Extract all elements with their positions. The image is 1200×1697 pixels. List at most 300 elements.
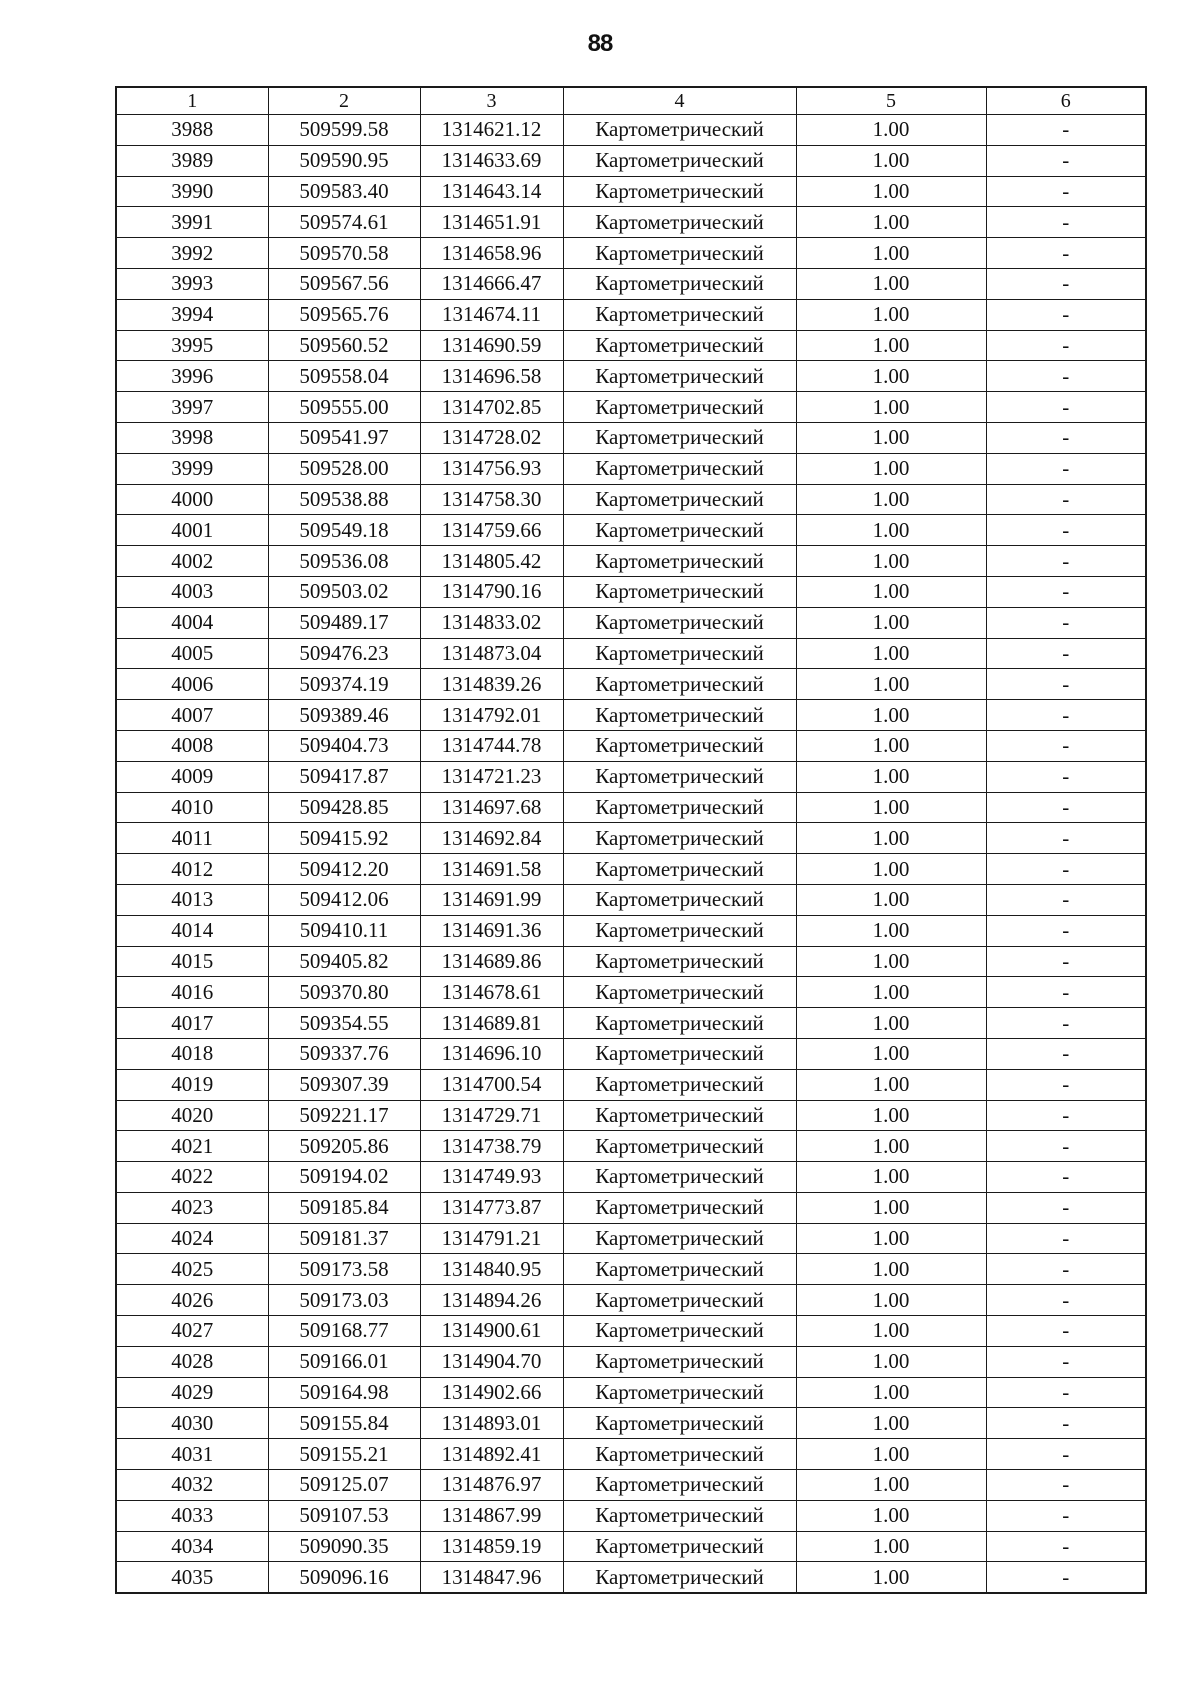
note-cell: - bbox=[986, 392, 1146, 423]
table-row bbox=[116, 176, 1146, 207]
point-number-cell: 4024 bbox=[116, 1223, 268, 1254]
note-cell: - bbox=[986, 546, 1146, 577]
point-number-cell: 4035 bbox=[116, 1562, 268, 1593]
x-coordinate-cell: 509574.61 bbox=[268, 207, 420, 238]
y-coordinate-cell: 1314792.01 bbox=[420, 700, 563, 731]
point-number-cell: 3989 bbox=[116, 145, 268, 176]
accuracy-cell: 1.00 bbox=[796, 884, 986, 915]
note-cell: - bbox=[986, 238, 1146, 269]
point-number-cell: 4000 bbox=[116, 484, 268, 515]
accuracy-cell: 1.00 bbox=[796, 1439, 986, 1470]
method-cell: Картометрический bbox=[563, 330, 796, 361]
table-row bbox=[116, 823, 1146, 854]
table-row bbox=[116, 1038, 1146, 1069]
method-cell: Картометрический bbox=[563, 669, 796, 700]
method-cell: Картометрический bbox=[563, 422, 796, 453]
y-coordinate-cell: 1314691.58 bbox=[420, 854, 563, 885]
x-coordinate-cell: 509549.18 bbox=[268, 515, 420, 546]
accuracy-cell: 1.00 bbox=[796, 115, 986, 146]
point-number-cell: 4028 bbox=[116, 1346, 268, 1377]
point-number-cell: 3997 bbox=[116, 392, 268, 423]
method-cell: Картометрический bbox=[563, 1531, 796, 1562]
method-cell: Картометрический bbox=[563, 1192, 796, 1223]
accuracy-cell: 1.00 bbox=[796, 176, 986, 207]
point-number-cell: 4006 bbox=[116, 669, 268, 700]
x-coordinate-cell: 509410.11 bbox=[268, 915, 420, 946]
note-cell: - bbox=[986, 823, 1146, 854]
point-number-cell: 4022 bbox=[116, 1162, 268, 1193]
note-cell: - bbox=[986, 638, 1146, 669]
column-header: 4 bbox=[563, 87, 796, 115]
x-coordinate-cell: 509096.16 bbox=[268, 1562, 420, 1593]
note-cell: - bbox=[986, 207, 1146, 238]
method-cell: Картометрический bbox=[563, 792, 796, 823]
accuracy-cell: 1.00 bbox=[796, 1131, 986, 1162]
point-number-cell: 4029 bbox=[116, 1377, 268, 1408]
note-cell: - bbox=[986, 1192, 1146, 1223]
x-coordinate-cell: 509181.37 bbox=[268, 1223, 420, 1254]
x-coordinate-cell: 509560.52 bbox=[268, 330, 420, 361]
note-cell: - bbox=[986, 176, 1146, 207]
note-cell: - bbox=[986, 361, 1146, 392]
accuracy-cell: 1.00 bbox=[796, 1562, 986, 1593]
column-header: 6 bbox=[986, 87, 1146, 115]
x-coordinate-cell: 509107.53 bbox=[268, 1500, 420, 1531]
method-cell: Картометрический bbox=[563, 1008, 796, 1039]
note-cell: - bbox=[986, 1316, 1146, 1347]
point-number-cell: 4019 bbox=[116, 1069, 268, 1100]
x-coordinate-cell: 509565.76 bbox=[268, 299, 420, 330]
method-cell: Картометрический bbox=[563, 607, 796, 638]
x-coordinate-cell: 509415.92 bbox=[268, 823, 420, 854]
table-row bbox=[116, 946, 1146, 977]
method-cell: Картометрический bbox=[563, 1131, 796, 1162]
x-coordinate-cell: 509155.84 bbox=[268, 1408, 420, 1439]
note-cell: - bbox=[986, 730, 1146, 761]
table-row bbox=[116, 392, 1146, 423]
y-coordinate-cell: 1314674.11 bbox=[420, 299, 563, 330]
table-row bbox=[116, 1316, 1146, 1347]
method-cell: Картометрический bbox=[563, 946, 796, 977]
method-cell: Картометрический bbox=[563, 238, 796, 269]
x-coordinate-cell: 509370.80 bbox=[268, 977, 420, 1008]
y-coordinate-cell: 1314756.93 bbox=[420, 453, 563, 484]
coordinates-table bbox=[115, 86, 1147, 1594]
accuracy-cell: 1.00 bbox=[796, 238, 986, 269]
table-row bbox=[116, 700, 1146, 731]
method-cell: Картометрический bbox=[563, 1038, 796, 1069]
table-row bbox=[116, 115, 1146, 146]
x-coordinate-cell: 509389.46 bbox=[268, 700, 420, 731]
x-coordinate-cell: 509538.88 bbox=[268, 484, 420, 515]
method-cell: Картометрический bbox=[563, 700, 796, 731]
method-cell: Картометрический bbox=[563, 1316, 796, 1347]
accuracy-cell: 1.00 bbox=[796, 1069, 986, 1100]
point-number-cell: 4033 bbox=[116, 1500, 268, 1531]
y-coordinate-cell: 1314904.70 bbox=[420, 1346, 563, 1377]
y-coordinate-cell: 1314728.02 bbox=[420, 422, 563, 453]
table-row bbox=[116, 238, 1146, 269]
y-coordinate-cell: 1314859.19 bbox=[420, 1531, 563, 1562]
accuracy-cell: 1.00 bbox=[796, 946, 986, 977]
note-cell: - bbox=[986, 1131, 1146, 1162]
accuracy-cell: 1.00 bbox=[796, 1500, 986, 1531]
point-number-cell: 4030 bbox=[116, 1408, 268, 1439]
y-coordinate-cell: 1314847.96 bbox=[420, 1562, 563, 1593]
note-cell: - bbox=[986, 145, 1146, 176]
table-row bbox=[116, 453, 1146, 484]
method-cell: Картометрический bbox=[563, 638, 796, 669]
table-row bbox=[116, 422, 1146, 453]
x-coordinate-cell: 509337.76 bbox=[268, 1038, 420, 1069]
y-coordinate-cell: 1314892.41 bbox=[420, 1439, 563, 1470]
y-coordinate-cell: 1314791.21 bbox=[420, 1223, 563, 1254]
x-coordinate-cell: 509489.17 bbox=[268, 607, 420, 638]
point-number-cell: 3994 bbox=[116, 299, 268, 330]
column-header: 2 bbox=[268, 87, 420, 115]
point-number-cell: 3996 bbox=[116, 361, 268, 392]
accuracy-cell: 1.00 bbox=[796, 638, 986, 669]
method-cell: Картометрический bbox=[563, 854, 796, 885]
table-row bbox=[116, 761, 1146, 792]
point-number-cell: 3990 bbox=[116, 176, 268, 207]
table-row bbox=[116, 484, 1146, 515]
point-number-cell: 4020 bbox=[116, 1100, 268, 1131]
point-number-cell: 3992 bbox=[116, 238, 268, 269]
accuracy-cell: 1.00 bbox=[796, 484, 986, 515]
point-number-cell: 4026 bbox=[116, 1285, 268, 1316]
point-number-cell: 4015 bbox=[116, 946, 268, 977]
y-coordinate-cell: 1314689.86 bbox=[420, 946, 563, 977]
table-row bbox=[116, 1562, 1146, 1593]
y-coordinate-cell: 1314691.36 bbox=[420, 915, 563, 946]
method-cell: Картометрический bbox=[563, 761, 796, 792]
table-row bbox=[116, 546, 1146, 577]
y-coordinate-cell: 1314621.12 bbox=[420, 115, 563, 146]
y-coordinate-cell: 1314666.47 bbox=[420, 268, 563, 299]
x-coordinate-cell: 509164.98 bbox=[268, 1377, 420, 1408]
method-cell: Картометрический bbox=[563, 1100, 796, 1131]
accuracy-cell: 1.00 bbox=[796, 761, 986, 792]
accuracy-cell: 1.00 bbox=[796, 1285, 986, 1316]
note-cell: - bbox=[986, 453, 1146, 484]
y-coordinate-cell: 1314691.99 bbox=[420, 884, 563, 915]
method-cell: Картометрический bbox=[563, 299, 796, 330]
method-cell: Картометрический bbox=[563, 1346, 796, 1377]
method-cell: Картометрический bbox=[563, 546, 796, 577]
table-row bbox=[116, 730, 1146, 761]
accuracy-cell: 1.00 bbox=[796, 515, 986, 546]
table-row bbox=[116, 268, 1146, 299]
point-number-cell: 3993 bbox=[116, 268, 268, 299]
y-coordinate-cell: 1314658.96 bbox=[420, 238, 563, 269]
method-cell: Картометрический bbox=[563, 915, 796, 946]
table-row bbox=[116, 515, 1146, 546]
accuracy-cell: 1.00 bbox=[796, 576, 986, 607]
point-number-cell: 4031 bbox=[116, 1439, 268, 1470]
table-row bbox=[116, 1131, 1146, 1162]
table-row bbox=[116, 1470, 1146, 1501]
note-cell: - bbox=[986, 1254, 1146, 1285]
accuracy-cell: 1.00 bbox=[796, 1316, 986, 1347]
x-coordinate-cell: 509354.55 bbox=[268, 1008, 420, 1039]
x-coordinate-cell: 509090.35 bbox=[268, 1531, 420, 1562]
note-cell: - bbox=[986, 669, 1146, 700]
x-coordinate-cell: 509599.58 bbox=[268, 115, 420, 146]
note-cell: - bbox=[986, 1223, 1146, 1254]
accuracy-cell: 1.00 bbox=[796, 915, 986, 946]
method-cell: Картометрический bbox=[563, 1069, 796, 1100]
note-cell: - bbox=[986, 330, 1146, 361]
accuracy-cell: 1.00 bbox=[796, 1038, 986, 1069]
x-coordinate-cell: 509536.08 bbox=[268, 546, 420, 577]
accuracy-cell: 1.00 bbox=[796, 1470, 986, 1501]
accuracy-cell: 1.00 bbox=[796, 823, 986, 854]
point-number-cell: 4002 bbox=[116, 546, 268, 577]
y-coordinate-cell: 1314900.61 bbox=[420, 1316, 563, 1347]
y-coordinate-cell: 1314689.81 bbox=[420, 1008, 563, 1039]
accuracy-cell: 1.00 bbox=[796, 669, 986, 700]
x-coordinate-cell: 509205.86 bbox=[268, 1131, 420, 1162]
note-cell: - bbox=[986, 1069, 1146, 1100]
x-coordinate-cell: 509155.21 bbox=[268, 1439, 420, 1470]
table-row bbox=[116, 330, 1146, 361]
method-cell: Картометрический bbox=[563, 1377, 796, 1408]
accuracy-cell: 1.00 bbox=[796, 1100, 986, 1131]
table-body bbox=[116, 115, 1146, 1594]
note-cell: - bbox=[986, 1500, 1146, 1531]
accuracy-cell: 1.00 bbox=[796, 453, 986, 484]
x-coordinate-cell: 509412.06 bbox=[268, 884, 420, 915]
accuracy-cell: 1.00 bbox=[796, 1008, 986, 1039]
table-row bbox=[116, 1069, 1146, 1100]
table-row bbox=[116, 1192, 1146, 1223]
point-number-cell: 4027 bbox=[116, 1316, 268, 1347]
method-cell: Картометрический bbox=[563, 1500, 796, 1531]
note-cell: - bbox=[986, 299, 1146, 330]
y-coordinate-cell: 1314697.68 bbox=[420, 792, 563, 823]
table-row bbox=[116, 1408, 1146, 1439]
method-cell: Картометрический bbox=[563, 1254, 796, 1285]
x-coordinate-cell: 509528.00 bbox=[268, 453, 420, 484]
accuracy-cell: 1.00 bbox=[796, 422, 986, 453]
x-coordinate-cell: 509570.58 bbox=[268, 238, 420, 269]
table-row bbox=[116, 1500, 1146, 1531]
accuracy-cell: 1.00 bbox=[796, 730, 986, 761]
table-row bbox=[116, 1100, 1146, 1131]
table-row bbox=[116, 299, 1146, 330]
accuracy-cell: 1.00 bbox=[796, 207, 986, 238]
table-row bbox=[116, 884, 1146, 915]
note-cell: - bbox=[986, 915, 1146, 946]
accuracy-cell: 1.00 bbox=[796, 361, 986, 392]
note-cell: - bbox=[986, 1439, 1146, 1470]
x-coordinate-cell: 509166.01 bbox=[268, 1346, 420, 1377]
note-cell: - bbox=[986, 1377, 1146, 1408]
note-cell: - bbox=[986, 1346, 1146, 1377]
accuracy-cell: 1.00 bbox=[796, 977, 986, 1008]
point-number-cell: 4001 bbox=[116, 515, 268, 546]
note-cell: - bbox=[986, 854, 1146, 885]
method-cell: Картометрический bbox=[563, 268, 796, 299]
note-cell: - bbox=[986, 576, 1146, 607]
x-coordinate-cell: 509417.87 bbox=[268, 761, 420, 792]
table-row bbox=[116, 638, 1146, 669]
y-coordinate-cell: 1314867.99 bbox=[420, 1500, 563, 1531]
point-number-cell: 3988 bbox=[116, 115, 268, 146]
y-coordinate-cell: 1314790.16 bbox=[420, 576, 563, 607]
table-row bbox=[116, 1254, 1146, 1285]
point-number-cell: 4014 bbox=[116, 915, 268, 946]
x-coordinate-cell: 509476.23 bbox=[268, 638, 420, 669]
y-coordinate-cell: 1314876.97 bbox=[420, 1470, 563, 1501]
table-row bbox=[116, 669, 1146, 700]
table-row bbox=[116, 1531, 1146, 1562]
note-cell: - bbox=[986, 422, 1146, 453]
y-coordinate-cell: 1314738.79 bbox=[420, 1131, 563, 1162]
method-cell: Картометрический bbox=[563, 977, 796, 1008]
point-number-cell: 3998 bbox=[116, 422, 268, 453]
table-row bbox=[116, 1377, 1146, 1408]
y-coordinate-cell: 1314690.59 bbox=[420, 330, 563, 361]
accuracy-cell: 1.00 bbox=[796, 1162, 986, 1193]
note-cell: - bbox=[986, 761, 1146, 792]
note-cell: - bbox=[986, 115, 1146, 146]
method-cell: Картометрический bbox=[563, 1562, 796, 1593]
x-coordinate-cell: 509558.04 bbox=[268, 361, 420, 392]
method-cell: Картометрический bbox=[563, 115, 796, 146]
point-number-cell: 4034 bbox=[116, 1531, 268, 1562]
note-cell: - bbox=[986, 1285, 1146, 1316]
x-coordinate-cell: 509590.95 bbox=[268, 145, 420, 176]
y-coordinate-cell: 1314729.71 bbox=[420, 1100, 563, 1131]
x-coordinate-cell: 509173.58 bbox=[268, 1254, 420, 1285]
point-number-cell: 4008 bbox=[116, 730, 268, 761]
table-row bbox=[116, 576, 1146, 607]
point-number-cell: 4005 bbox=[116, 638, 268, 669]
method-cell: Картометрический bbox=[563, 1408, 796, 1439]
y-coordinate-cell: 1314643.14 bbox=[420, 176, 563, 207]
x-coordinate-cell: 509185.84 bbox=[268, 1192, 420, 1223]
method-cell: Картометрический bbox=[563, 176, 796, 207]
x-coordinate-cell: 509405.82 bbox=[268, 946, 420, 977]
y-coordinate-cell: 1314749.93 bbox=[420, 1162, 563, 1193]
method-cell: Картометрический bbox=[563, 392, 796, 423]
point-number-cell: 4007 bbox=[116, 700, 268, 731]
table-row bbox=[116, 915, 1146, 946]
accuracy-cell: 1.00 bbox=[796, 854, 986, 885]
y-coordinate-cell: 1314696.10 bbox=[420, 1038, 563, 1069]
y-coordinate-cell: 1314696.58 bbox=[420, 361, 563, 392]
note-cell: - bbox=[986, 700, 1146, 731]
method-cell: Картометрический bbox=[563, 1470, 796, 1501]
x-coordinate-cell: 509168.77 bbox=[268, 1316, 420, 1347]
method-cell: Картометрический bbox=[563, 484, 796, 515]
y-coordinate-cell: 1314700.54 bbox=[420, 1069, 563, 1100]
point-number-cell: 4012 bbox=[116, 854, 268, 885]
x-coordinate-cell: 509221.17 bbox=[268, 1100, 420, 1131]
y-coordinate-cell: 1314833.02 bbox=[420, 607, 563, 638]
note-cell: - bbox=[986, 1408, 1146, 1439]
x-coordinate-cell: 509125.07 bbox=[268, 1470, 420, 1501]
y-coordinate-cell: 1314893.01 bbox=[420, 1408, 563, 1439]
table-row bbox=[116, 1162, 1146, 1193]
note-cell: - bbox=[986, 607, 1146, 638]
accuracy-cell: 1.00 bbox=[796, 1531, 986, 1562]
accuracy-cell: 1.00 bbox=[796, 792, 986, 823]
column-header: 1 bbox=[116, 87, 268, 115]
x-coordinate-cell: 509194.02 bbox=[268, 1162, 420, 1193]
method-cell: Картометрический bbox=[563, 1439, 796, 1470]
point-number-cell: 4011 bbox=[116, 823, 268, 854]
method-cell: Картометрический bbox=[563, 576, 796, 607]
note-cell: - bbox=[986, 484, 1146, 515]
table-row bbox=[116, 977, 1146, 1008]
table-row bbox=[116, 607, 1146, 638]
accuracy-cell: 1.00 bbox=[796, 1408, 986, 1439]
method-cell: Картометрический bbox=[563, 361, 796, 392]
table-row bbox=[116, 145, 1146, 176]
y-coordinate-cell: 1314678.61 bbox=[420, 977, 563, 1008]
x-coordinate-cell: 509567.56 bbox=[268, 268, 420, 299]
point-number-cell: 4017 bbox=[116, 1008, 268, 1039]
point-number-cell: 4003 bbox=[116, 576, 268, 607]
table-row bbox=[116, 1346, 1146, 1377]
page-number: 88 bbox=[587, 30, 613, 57]
method-cell: Картометрический bbox=[563, 1162, 796, 1193]
note-cell: - bbox=[986, 268, 1146, 299]
point-number-cell: 4009 bbox=[116, 761, 268, 792]
y-coordinate-cell: 1314759.66 bbox=[420, 515, 563, 546]
table-row bbox=[116, 792, 1146, 823]
x-coordinate-cell: 509404.73 bbox=[268, 730, 420, 761]
accuracy-cell: 1.00 bbox=[796, 392, 986, 423]
column-header: 5 bbox=[796, 87, 986, 115]
accuracy-cell: 1.00 bbox=[796, 268, 986, 299]
table-row bbox=[116, 1439, 1146, 1470]
note-cell: - bbox=[986, 1008, 1146, 1039]
accuracy-cell: 1.00 bbox=[796, 299, 986, 330]
method-cell: Картометрический bbox=[563, 207, 796, 238]
accuracy-cell: 1.00 bbox=[796, 607, 986, 638]
method-cell: Картометрический bbox=[563, 1285, 796, 1316]
table-header-row bbox=[116, 87, 1146, 115]
point-number-cell: 3999 bbox=[116, 453, 268, 484]
y-coordinate-cell: 1314773.87 bbox=[420, 1192, 563, 1223]
note-cell: - bbox=[986, 515, 1146, 546]
x-coordinate-cell: 509503.02 bbox=[268, 576, 420, 607]
point-number-cell: 3995 bbox=[116, 330, 268, 361]
table-row bbox=[116, 1285, 1146, 1316]
column-header: 3 bbox=[420, 87, 563, 115]
method-cell: Картометрический bbox=[563, 1223, 796, 1254]
table-row bbox=[116, 1008, 1146, 1039]
x-coordinate-cell: 509428.85 bbox=[268, 792, 420, 823]
accuracy-cell: 1.00 bbox=[796, 546, 986, 577]
point-number-cell: 4018 bbox=[116, 1038, 268, 1069]
y-coordinate-cell: 1314839.26 bbox=[420, 669, 563, 700]
accuracy-cell: 1.00 bbox=[796, 1192, 986, 1223]
table-row bbox=[116, 361, 1146, 392]
x-coordinate-cell: 509583.40 bbox=[268, 176, 420, 207]
note-cell: - bbox=[986, 1038, 1146, 1069]
point-number-cell: 4004 bbox=[116, 607, 268, 638]
point-number-cell: 4013 bbox=[116, 884, 268, 915]
x-coordinate-cell: 509541.97 bbox=[268, 422, 420, 453]
y-coordinate-cell: 1314692.84 bbox=[420, 823, 563, 854]
y-coordinate-cell: 1314894.26 bbox=[420, 1285, 563, 1316]
note-cell: - bbox=[986, 977, 1146, 1008]
